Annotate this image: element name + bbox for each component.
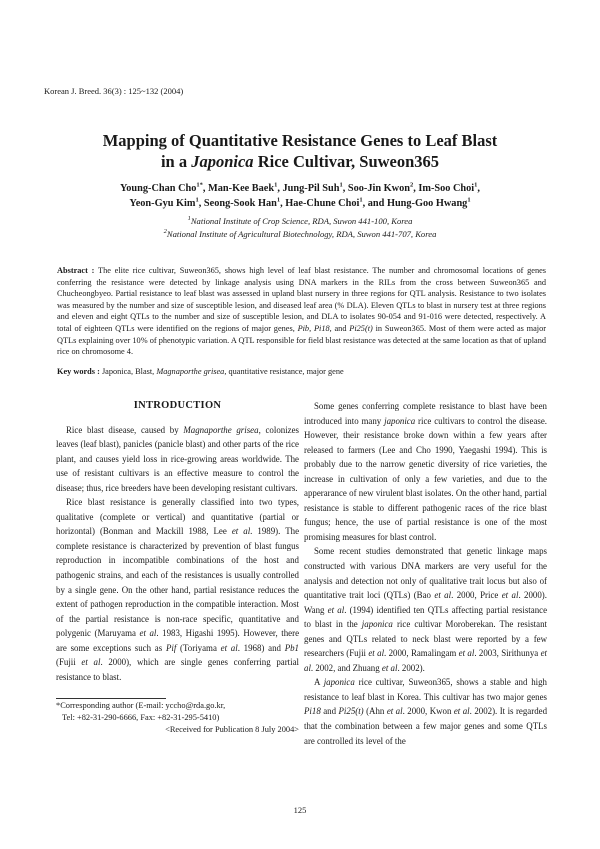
section-heading-introduction: INTRODUCTION (133, 400, 222, 411)
keywords: Key words : Japonica, Blast, Magnaporthe grisea, quantitative resistance, major gene (57, 367, 344, 376)
author-name: Yeon-Gyu Kim (129, 198, 196, 209)
page-number: 125 (293, 805, 307, 815)
title-line-2: in a Japonica Rice Cultivar, Suweon365 (160, 152, 440, 171)
title-line-1: Mapping of Quantitative Resistance Genes to Leaf Blast (102, 131, 498, 150)
paragraph: Rice blast resistance is generally classified into two types, qualitative (complete or vertical) and quantitative (partial or horizontal) (Bonman and Mackill 1988, Lee et al. 1989). The complete resistance is characterized by prevention of blast fungus reproduction in incompatible combinations of the host and pathogenic strains, and each of the resistances is usually controlled by a single gene. On the other hand, partial resistance reduces the extent of pathogen reproduction in the compatible interaction. Most of the partial resistance is non-race specific, quantitative and polygenic (Maruyama et al. 1983, Higashi 1995). However, there are some exceptions such as Pif (Toriyama et al. 1968) and Pb1 (Fujii et al. 2000), which are single genes conferring partial resistance to blast. (56, 497, 300, 682)
paragraph: A japonica rice cultivar, Suweon365, shows a stable and high resistance to leaf blast in Korea. This cultivar has two major genes Pi18 and Pi25(t) (Ahn et al. 2000, Kwon et al. 2002). It is regarded that the combination between a few major genes and some QTLs are controlled its level of the (304, 677, 548, 746)
author-name: Soo-Jin Kwon (347, 183, 410, 194)
author-line-2: Yeon-Gyu Kim$^1$, Seong-Sook Han$^1$, Hae-Chune Choi$^1$, and Hung-Goo Hwang$^1$ (129, 196, 471, 209)
abstract-label: Abstract : (57, 266, 95, 275)
abstract: Abstract : The elite rice cultivar, Suweon365, shows high level of leaf blast resistance. The number and chromosomal locations of genes conferring the resistance were detected by linkage analysis using DNA markers in the RILs from the cross between Suweon365 and Chucheongbyeo. Partial resistance to leaf blast was assessed in upland blast nursery in three regions for QTL analysis. Resistance to two isolates was measured by the number and size of susceptible lesion, and diseased leaf area (% DLA). Eleven QTLs to blast in nursery test at three regions and eleven and eight QTLs to the number and size of susceptible lesion, and DLA to isolates 90-054 and 91-016 were detected, respectively. A total of eighteen QTLs were identified on the regions of major genes, Pib, Pi18, and Pi25(t) in Suweon365. Most of them were acted as major QTLs explaining over 10% of phenotypic variation. A QTL responsible for field blast resistance was detected at the same location as that of upland rice on chromosome 4. (57, 266, 547, 357)
author-name: Young-Chan Cho (119, 183, 197, 194)
paragraph: Some genes conferring complete resistance to blast have been introduced into many japonica rice cultivars to control the disease. However, their resistance broke down within a few years after released to farmers (Lee and Cho 1990, Yaegashi 1994). This is probably due to the narrow genetic diversity of rice varieties, the increase in cultivation of only a few varieties, and due to the apperarance of new virulent blast isolates. On the other hand, partial resistance is stable to different pathogenic races of the rice blast fungus; hence, the use of partial resistance is one of the most promising measures for blast control. (304, 401, 548, 542)
journal-citation: Korean J. Breed. 36(3) : 125~132 (2004) (44, 86, 184, 96)
author-name: Jung-Pil Suh (282, 183, 340, 194)
author-name: Man-Kee Baek (208, 183, 275, 194)
paper-title (40, 130, 560, 172)
author-name: Seong-Sook Han (203, 198, 277, 209)
affiliation-2: $^2$National Institute of Agricultural Biotechnology, RDA, Suwon 441-707, Korea (163, 227, 437, 239)
affiliation-1: $^1$National Institute of Crop Science, RDA, Suwon 441-100, Korea (187, 215, 413, 226)
paragraph: Rice blast disease, caused by Magnaporthe grisea, colonizes leaves (leaf blast), panicles (panicle blast) and other parts of the rice plant, and causes yield loss in rice-growing areas worldwide. The use of resistant cultivars is an effective measure to control the disease; thus, rice breeders have been developing resistant cultivars. (56, 424, 299, 493)
left-column (56, 399, 299, 684)
author-name: Hae-Chune Choi (285, 198, 360, 209)
footnote (56, 700, 299, 735)
paragraph: Some recent studies demonstrated that genetic linkage maps constructed with various DNA markers are very useful for the analysis and detection not only of qualitative trait locus but also of quantitative trait loci (QTLs) (Bao et al. 2000, Price et al. 2000). Wang et al. (1994) identified ten QTLs affecting partial resistance to blast in the japonica rice cultivar Moroberekan. The resistant genes and QTLs related to neck blast were reported by a few researchers (Fujii et al. 2000, Ramalingam et al. 2003, Sirithunya et al. 2002, and Zhuang et al. 2002). (304, 546, 548, 673)
keywords-label: Key words : (57, 367, 100, 376)
contact-phone: Tel: +82-31-290-6666, Fax: +82-31-295-5410) (62, 712, 220, 722)
author-list (40, 181, 560, 211)
footnote-divider (56, 698, 166, 699)
right-column (304, 399, 547, 748)
author-line-1: Young-Chan Cho$^{1*}$, Man-Kee Baek$^1$, Jung-Pil Suh$^1$, Soo-Jin Kwon$^2$, Im-Soo Choi$^1$, (119, 181, 480, 194)
corresponding-author: *Corresponding author (E-mail: yccho@rda.go.kr, (56, 701, 226, 710)
author-name: Im-Soo Choi (418, 183, 475, 194)
received-date: <Received for Publication 8 July 2004> (165, 724, 299, 734)
author-name: and Hung-Goo Hwang (367, 198, 468, 209)
affiliations (40, 215, 560, 240)
